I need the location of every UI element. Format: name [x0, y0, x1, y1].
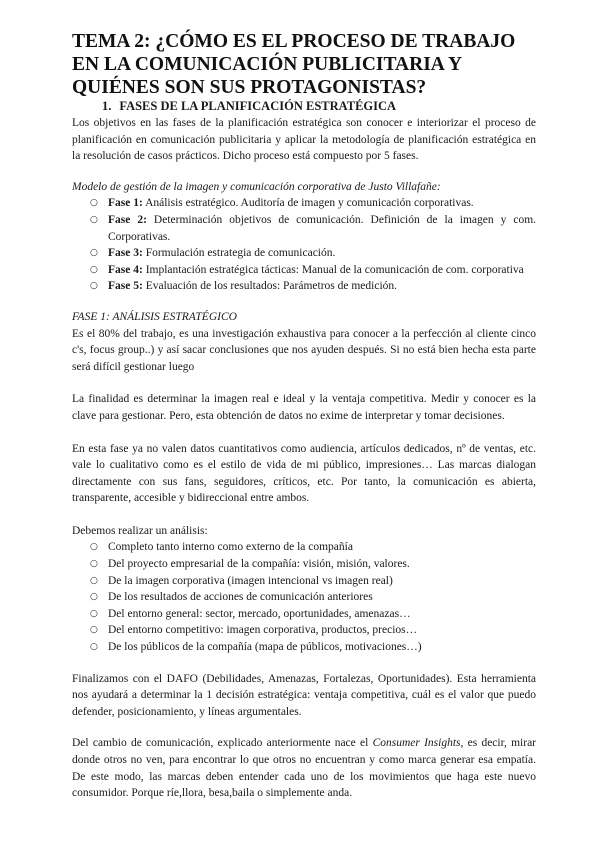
paragraph-finalidad: La finalidad es determinar la imagen real e ideal y la ventaja competitiva. Medir y conocer es la clave para gestionar. Pero, esta obtención de datos no exime de interpretar y tomar decisiones. — [72, 393, 536, 422]
list-item — [90, 278, 536, 295]
list-item: ○ Del proyecto empresarial de la compañía: visión, misión, valores. — [90, 556, 536, 573]
section-title: FASES DE LA PLANIFICACIÓN ESTRATÉGICA — [119, 99, 397, 113]
list-item — [90, 195, 536, 212]
intro-paragraph: Los objetivos en las fases de la planificación estratégica son conocer e interiorizar el proceso de planificación en comunicación publicitaria y aplicar la metodología de planificación estratégica en la resolución de casos prácticos. Dicho proceso está compuesto por 5 fases. — [72, 117, 536, 163]
analysis-list — [72, 539, 536, 655]
paragraph-consumer-insights — [72, 735, 536, 801]
paragraph-cualitativo: En esta fase ya no valen datos cuantitativos como audiencia, artículos dedicados, nº de ventas, etc. vale lo cualitativo como es el estilo de vida de mi público, impresiones… Las marcas dialogan directamente con sus fans, seguidores, críticos, etc. Por tanto, la comunicación es abierta, transparente, accesible y bidireccional entre ambos. — [72, 442, 536, 505]
list-item: ○ De los públicos de la compañía (mapa de públicos, motivaciones…) — [90, 639, 536, 656]
list-item: ○ De los resultados de acciones de comunicación anteriores — [90, 589, 536, 606]
phases-list — [72, 195, 536, 295]
phase-text: Formulación estrategia de comunicación. — [145, 247, 336, 260]
paragraph-fase1-intro: Es el 80% del trabajo, es una investigación exhaustiva para conocer a la perfección al cliente cinco c's, focus group..) y así sacar conclusiones que nos ayuden después. Si no está bien hecha esta parte será difícil gestionar luego — [72, 327, 536, 373]
list-item: ○ Del entorno competitivo: imagen corporativa, productos, precios… — [90, 622, 536, 639]
phase-label: Fase 4: — [108, 263, 143, 276]
analysis-intro: Debemos realizar un análisis: — [72, 524, 208, 537]
phase-text: Determinación objetivos de comunicación. Definición de la imagen y com. Corporativas. — [108, 213, 537, 243]
insights-term: Consumer Insights — [372, 737, 461, 750]
paragraph-dafo: Finalizamos con el DAFO (Debilidades, Amenazas, Fortalezas, Oportunidades). Esta herramienta nos ayudará a determinar la 1 decisión estratégica: ventaja competitiva, cuál es el valor que puedo defender, posicionamiento, y líneas argumentales. — [72, 672, 536, 718]
phase-label: Fase 1: — [108, 197, 143, 210]
phase-text: Implantación estratégica tácticas: Manual de la comunicación de com. corporativa — [145, 263, 524, 276]
fase1-heading: FASE 1: ANÁLISIS ESTRATÉGICO — [72, 310, 237, 323]
list-item — [90, 212, 536, 245]
insights-text-end: , es decir, mirar donde otros no ven, para encontrar lo que otros no encuentran y como marca generar esa empatía. De este modo, las marcas deben entender cada uno de los movimientos que haga este nuevo consumidor. Porque ríe,llora, besa,baila o simplemente anda. — [72, 737, 537, 800]
phase-text: Análisis estratégico. Auditoría de imagen y comunicación corporativas. — [145, 197, 474, 210]
insights-text-start: Del cambio de comunicación, explicado anteriormente nace el — [72, 737, 373, 750]
phase-text: Evaluación de los resultados: Parámetros de medición. — [145, 280, 398, 293]
list-item — [90, 245, 536, 262]
phase-label: Fase 5: — [108, 280, 143, 293]
phase-label: Fase 2: — [108, 213, 147, 226]
list-item: ○ Completo tanto interno como externo de la compañía — [90, 539, 536, 556]
list-item: ○ Del entorno general: sector, mercado, oportunidades, amenazas… — [90, 606, 536, 623]
document-title: TEMA 2: ¿CÓMO ES EL PROCESO DE TRABAJO EN LA COMUNICACIÓN PUBLICITARIA Y QUIÉNES SON SUS PROTAGONISTAS? — [72, 31, 516, 98]
phase-label: Fase 3: — [108, 247, 143, 260]
model-title: Modelo de gestión de la imagen y comunicación corporativa de Justo Villafañe: — [72, 180, 441, 193]
section-heading — [72, 99, 536, 114]
list-item — [90, 262, 536, 279]
list-item: ○ De la imagen corporativa (imagen intencional vs imagen real) — [90, 573, 536, 590]
section-number: 1. — [102, 99, 112, 113]
